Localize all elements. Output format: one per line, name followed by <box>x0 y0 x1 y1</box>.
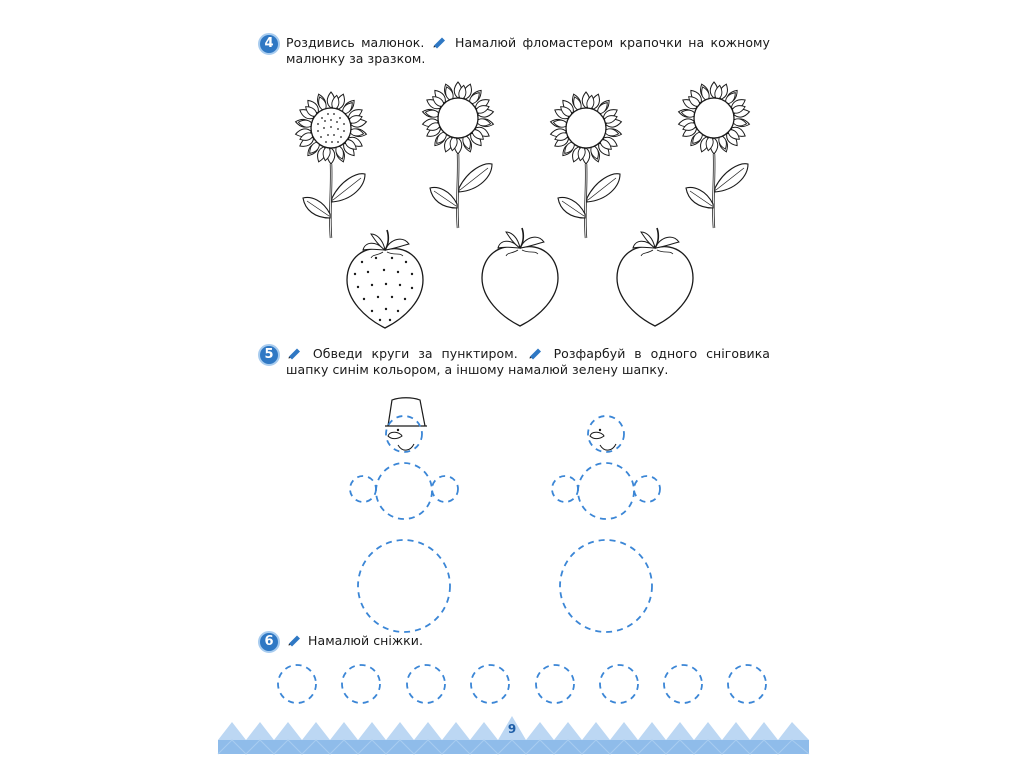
task-4-text-1: Роздивись малюнок. <box>286 35 425 50</box>
page-number: 9 <box>507 722 517 736</box>
task-5-text-1: Обведи круги за пунктиром. <box>312 346 518 361</box>
snowman-right <box>552 416 660 632</box>
task-6-text: Намалюй сніжки. <box>308 633 423 648</box>
strawberry-1 <box>347 230 423 328</box>
snowball-5 <box>536 665 574 703</box>
snowball-2 <box>342 665 380 703</box>
snowball-1 <box>278 665 316 703</box>
snowball-4 <box>471 665 509 703</box>
strawberry-2 <box>482 228 558 326</box>
snowball-6 <box>600 665 638 703</box>
task-6-number: 6 <box>258 631 280 653</box>
sunflower-1 <box>293 90 370 238</box>
strawberry-3 <box>617 228 693 326</box>
snowball-7 <box>664 665 702 703</box>
task-5-text-2: Розфарбуй в одного сніговика шапку синім кольором, а іншому намалюй зелену шапку. <box>286 346 771 377</box>
snowman-left <box>350 398 458 632</box>
snowball-8 <box>728 665 766 703</box>
sunflower-4 <box>676 80 753 228</box>
sunflower-3 <box>548 90 625 238</box>
task-5-number: 5 <box>258 344 280 366</box>
snowball-circles <box>278 665 766 703</box>
task-4-text-2: Намалюй фломастером крапочки на кожному малюнку за зразком. <box>286 35 770 66</box>
sunflower-2 <box>420 80 497 228</box>
task-4-number: 4 <box>258 33 280 55</box>
snowball-3 <box>407 665 445 703</box>
